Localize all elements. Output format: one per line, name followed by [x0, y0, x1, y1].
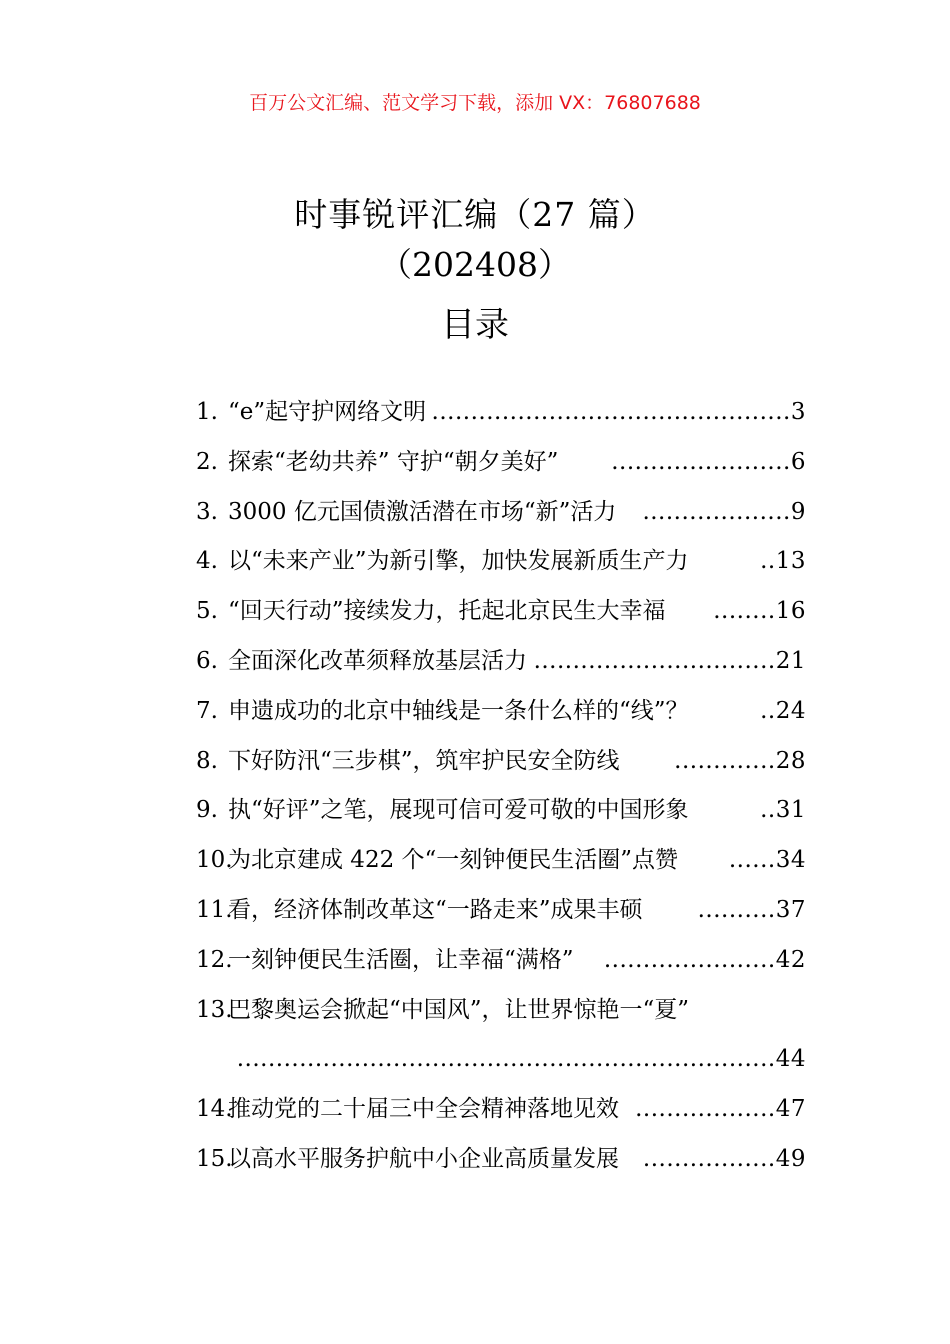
toc-entry[interactable]: [196, 986, 806, 1036]
toc-entry-number: 13.: [196, 996, 233, 1023]
toc-entry-title: 看，经济体制改革这“一路走来”成果丰硕: [228, 896, 643, 923]
toc-entry-number: 3.: [196, 498, 218, 525]
toc-leader-dots: ..: [760, 797, 776, 824]
toc-entry-page: 28: [775, 747, 806, 774]
toc-entry-number: 11.: [196, 896, 233, 923]
toc-entry-number: 14.: [196, 1096, 233, 1123]
table-of-contents: [196, 388, 806, 1185]
toc-entry[interactable]: [196, 886, 806, 936]
toc-entry[interactable]: [196, 936, 806, 986]
toc-entry-page: 13: [775, 548, 806, 575]
toc-entry-number: 5.: [196, 598, 218, 625]
toc-leader-dots: ..................: [635, 1096, 776, 1123]
toc-entry-page: 42: [775, 946, 806, 973]
toc-entry-title: 为北京建成 422 个“一刻钟便民生活圈”点赞: [228, 847, 679, 874]
toc-entry[interactable]: [196, 1085, 806, 1135]
toc-entry-title: 以高水平服务护航中小企业高质量发展: [228, 1145, 619, 1172]
toc-entry-page: 21: [775, 647, 806, 674]
toc-leader-dots: .................: [642, 1145, 776, 1172]
toc-entry-leader: [534, 637, 806, 687]
toc-entry-number: 8.: [196, 747, 218, 774]
toc-entry-page: 3: [790, 399, 806, 425]
toc-entry-title: 申遗成功的北京中轴线是一条什么样的“线”？: [228, 697, 689, 724]
toc-entry-leader: [760, 786, 806, 836]
toc-entry-page: 37: [775, 896, 806, 923]
toc-leader-dots: ..: [760, 548, 776, 575]
watermark-banner: 百万公文汇编、范文学习下载，添加 VX：76807688: [249, 92, 701, 114]
document-title: 时事锐评汇编（27 篇）: [294, 195, 656, 234]
toc-leader-dots: ...................: [642, 498, 791, 525]
toc-entry-leader: [432, 388, 806, 438]
toc-leader-dots: ..: [760, 697, 776, 724]
toc-entry-title: 下好防汛“三步棋”，筑牢护民安全防线: [228, 747, 620, 774]
toc-entry-title: 一刻钟便民生活圈，让幸福“满格”: [228, 946, 574, 973]
toc-entry-page: 31: [775, 797, 806, 824]
toc-entry-number: 12.: [196, 946, 233, 973]
toc-leader-dots: ...............................: [533, 647, 776, 674]
toc-entry-number: 2.: [196, 448, 218, 475]
toc-entry-page: 9: [790, 498, 806, 525]
toc-entry-page: 34: [775, 847, 806, 874]
toc-entry-page: 24: [775, 697, 806, 724]
toc-entry-page: 16: [775, 598, 806, 625]
toc-entry[interactable]: [196, 438, 806, 488]
toc-entry[interactable]: [196, 1035, 806, 1085]
toc-entry-leader: [643, 1135, 806, 1185]
toc-entry-title: 探索“老幼共养” 守护“朝夕美好”: [228, 448, 559, 475]
toc-entry[interactable]: [196, 1135, 806, 1185]
toc-entry-title: 巴黎奥运会掀起“中国风”，让世界惊艳一“夏”: [228, 996, 690, 1023]
document-date: （202408）: [379, 245, 571, 284]
toc-entry-title: 以“未来产业”为新引擎，加快发展新质生产力: [228, 548, 689, 575]
toc-entry[interactable]: [196, 786, 806, 836]
toc-entry-title: 3000 亿元国债激活潜在市场“新”活力: [228, 498, 617, 525]
toc-entry-leader: [713, 587, 806, 637]
toc-entry-page: 49: [775, 1145, 806, 1172]
toc-entry-title: “回天行动”接续发力，托起北京民生大幸福: [228, 598, 666, 625]
toc-entry-leader: [635, 1085, 806, 1135]
toc-entry[interactable]: [196, 836, 806, 886]
toc-entry[interactable]: [196, 687, 806, 737]
toc-entry[interactable]: [196, 637, 806, 687]
toc-entry-leader: [760, 687, 806, 737]
toc-leader-dots: .....................................................................: [236, 1046, 776, 1073]
toc-entry-number: 10.: [196, 847, 233, 874]
title-block: [0, 190, 950, 350]
toc-entry-page: 6: [790, 448, 806, 475]
toc-entry-leader: [729, 836, 806, 886]
toc-leader-dots: ........: [713, 598, 776, 625]
toc-entry-leader: [674, 737, 806, 787]
toc-entry[interactable]: [196, 587, 806, 637]
toc-leader-dots: ..............................................: [431, 399, 791, 425]
toc-entry-number: 4.: [196, 548, 218, 575]
toc-entry-number: 6.: [196, 647, 218, 674]
toc-entry-title: 执“好评”之笔，展现可信可爱可敬的中国形象: [228, 797, 689, 824]
toc-entry[interactable]: [196, 737, 806, 787]
toc-entry[interactable]: [196, 488, 806, 538]
toc-entry-number: 7.: [196, 697, 218, 724]
toc-leader-dots: ......: [728, 847, 776, 874]
toc-entry-leader: [760, 537, 806, 587]
toc-entry-leader: [237, 1035, 806, 1085]
toc-entry-number: 15.: [196, 1145, 233, 1172]
toc-entry[interactable]: [196, 388, 806, 438]
toc-entry-title: 全面深化改革须释放基层活力: [228, 647, 527, 674]
toc-leader-dots: ..........: [697, 896, 776, 923]
toc-entry[interactable]: [196, 537, 806, 587]
toc-entry-page: 44: [775, 1046, 806, 1073]
toc-entry-leader: [642, 488, 806, 538]
toc-entry-page: 47: [775, 1096, 806, 1123]
toc-entry-title: “e”起守护网络文明: [228, 399, 427, 425]
toc-leader-dots: .............: [674, 747, 776, 774]
toc-leader-dots: .......................: [611, 448, 791, 475]
toc-entry-leader: [611, 438, 806, 488]
toc-leader-dots: ......................: [603, 946, 776, 973]
toc-entry-leader: [604, 936, 806, 986]
toc-entry-number: 1.: [196, 399, 218, 425]
toc-entry-title: 推动党的二十届三中全会精神落地见效: [228, 1096, 619, 1123]
toc-heading: 目录: [441, 305, 509, 345]
toc-entry-leader: [698, 886, 806, 936]
toc-entry-number: 9.: [196, 797, 218, 824]
